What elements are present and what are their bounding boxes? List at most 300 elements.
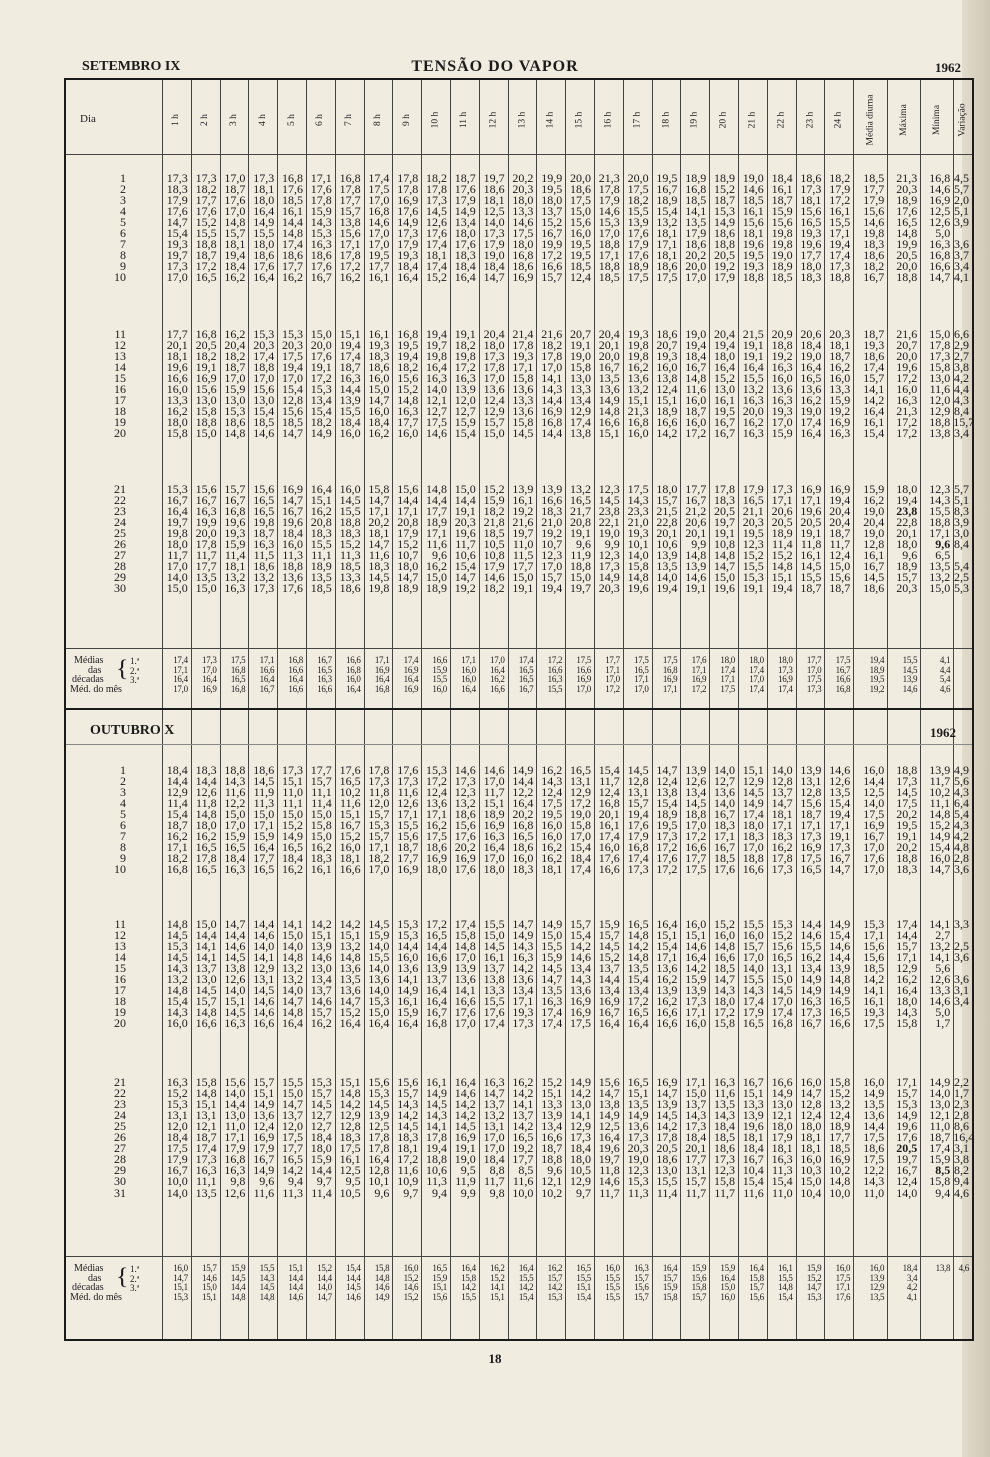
table-cell: 19,6	[800, 504, 822, 519]
table-cell: 17,1	[166, 840, 188, 855]
table-cell: 19,9	[896, 237, 918, 252]
table-cell: 13,8	[656, 371, 678, 386]
table-cell: 14,9	[425, 1086, 447, 1101]
table-cell: 14,0	[656, 570, 678, 585]
table-cell: 17,2	[310, 371, 332, 386]
table-cell: 17,3	[397, 226, 419, 241]
table-cell: 20,3	[896, 182, 918, 197]
table-cell: 13,6	[454, 972, 476, 987]
table-cell: 18,4	[224, 259, 246, 274]
table-cell: 13,6	[397, 961, 419, 976]
table-cell: 17,2	[896, 371, 918, 386]
table-cell: 17,6	[627, 226, 649, 241]
table-cell: 21,2	[685, 504, 707, 519]
table-cell: 18,0	[896, 537, 918, 552]
table-cell: 5,4	[953, 807, 969, 822]
table-cell: 20,8	[310, 515, 332, 530]
table-cell: 16,2	[541, 851, 563, 866]
table-cell: 11,9	[570, 548, 591, 563]
day-number: 22	[114, 1086, 126, 1101]
table-cell: 17,2	[569, 796, 591, 811]
table-cell: 16,2	[224, 327, 246, 341]
table-cell: 13,5	[627, 1097, 649, 1112]
table-cell: 19,2	[771, 349, 793, 364]
column-header	[162, 94, 191, 146]
table-cell: 15,7	[224, 482, 246, 496]
table-cell: 14,2	[339, 1097, 361, 1112]
decade-mean-cell: 17,7	[806, 655, 822, 665]
table-cell: 15,7	[483, 415, 505, 430]
table-cell: 13,4	[454, 215, 476, 230]
table-cell: 14,3	[166, 961, 188, 976]
table-cell: 17,0	[224, 171, 246, 185]
table-cell: 20,4	[483, 327, 505, 341]
table-cell: 14,3	[224, 774, 246, 789]
table-cell: 16,8	[397, 327, 419, 341]
table-cell: 18,9	[483, 807, 505, 822]
table-cell: 16,9	[829, 1152, 851, 1167]
table-cell: 18,0	[800, 259, 822, 274]
table-cell: 13,1	[569, 774, 591, 789]
table-cell: 13,9	[454, 382, 476, 397]
table-cell: 5,7	[953, 482, 969, 496]
table-cell: 17,1	[929, 526, 951, 541]
table-cell: 11,1	[929, 796, 951, 811]
table-cell: 17,8	[339, 182, 361, 197]
table-cell: 19,1	[569, 338, 591, 353]
table-cell: 5,4	[953, 559, 969, 574]
table-cell: 17,7	[368, 259, 390, 274]
table-cell: 19,4	[281, 360, 303, 375]
table-cell: 9,6	[575, 537, 591, 552]
decade-mean-cell: 16,0	[432, 683, 447, 694]
table-cell: 10,2	[929, 785, 951, 800]
table-cell: 18,7	[224, 182, 246, 197]
table-cell: 16,9	[829, 415, 851, 430]
table-cell: 13,2	[224, 570, 246, 585]
table-cell: 14,3	[863, 1174, 885, 1189]
table-cell: 16,0	[627, 426, 649, 441]
table-cell: 23,8	[896, 504, 918, 519]
table-cell: 18,6	[863, 248, 885, 263]
day-number: 9	[120, 851, 126, 866]
table-cell: 4,3	[953, 785, 969, 800]
table-cell: 19,8	[454, 349, 476, 364]
table-cell: 20,8	[569, 515, 591, 530]
table-cell: 17,3	[512, 1016, 534, 1031]
decade-mean-cell: 15,4	[576, 1291, 591, 1302]
table-cell: 13,5	[598, 371, 620, 386]
table-cell: 19,6	[627, 581, 649, 596]
table-cell: 14,1	[569, 1108, 591, 1123]
table-cell: 17,9	[627, 829, 649, 844]
table-cell: 18,9	[627, 259, 649, 274]
table-cell: 20,8	[397, 515, 419, 530]
table-cell: 19,8	[627, 338, 649, 353]
table-cell: 17,6	[627, 248, 649, 263]
table-cell: 13,6	[863, 1108, 885, 1123]
table-cell: 18,1	[771, 807, 793, 822]
decade-mean-cell: 16,6	[547, 664, 563, 675]
column-header-label: 20 h	[718, 111, 729, 129]
table-cell: 16,8	[281, 171, 303, 185]
table-cell: 9,9	[604, 537, 620, 552]
table-cell: 14,6	[310, 950, 332, 965]
table-cell: 11,9	[253, 785, 275, 800]
table-cell: 13,2	[166, 972, 188, 987]
day-number: 16	[114, 382, 126, 397]
table-cell: 18,6	[713, 226, 735, 241]
decade-mean-cell: 16,2	[547, 1263, 563, 1273]
decade-mean-cell: 17,4	[749, 683, 764, 694]
decade-mean-cell: 16,5	[317, 664, 332, 675]
table-cell: 17,0	[454, 950, 476, 965]
day-number: 13	[114, 349, 126, 364]
table-cell: 16,9	[541, 404, 563, 419]
table-cell: 11,4	[772, 537, 793, 552]
table-cell: 15,0	[368, 382, 390, 397]
table-cell: 17,1	[512, 994, 534, 1009]
table-cell: 17,6	[281, 581, 303, 596]
table-cell: 19,5	[742, 248, 764, 263]
column-header-label: Mínima	[931, 104, 942, 136]
decade-mean-cell: 17,1	[461, 655, 476, 665]
day-number: 20	[114, 1016, 126, 1031]
table-cell: 18,3	[368, 559, 390, 574]
table-cell: 19,7	[598, 1152, 620, 1167]
table-cell: 14,0	[713, 796, 735, 811]
table-cell: 16,2	[627, 360, 649, 375]
table-cell: 18,7	[339, 360, 361, 375]
table-cell: 17,9	[397, 526, 419, 541]
table-cell: 15,2	[397, 382, 419, 397]
table-cell: 13,7	[685, 1097, 707, 1112]
table-cell: 10,1	[368, 1174, 390, 1189]
table-cell: 14,2	[656, 1119, 678, 1134]
day-number: 30	[114, 581, 126, 596]
decade-mean-cell: 16,5	[518, 664, 534, 675]
table-cell: 14,8	[339, 1086, 361, 1101]
decade-mean-cell: 14,5	[902, 664, 918, 675]
table-cell: 16,7	[166, 1163, 188, 1178]
table-cell: 19,9	[195, 515, 217, 530]
table-cell: 15,4	[656, 939, 678, 954]
table-cell: 19,0	[800, 349, 822, 364]
table-cell: 17,3	[685, 1119, 707, 1134]
table-cell: 11,7	[196, 548, 217, 563]
table-cell: 16,4	[598, 1016, 620, 1031]
table-cell: 13,5	[656, 559, 678, 574]
decade-mean-cell: 17,0	[202, 664, 217, 675]
table-cell: 18,3	[713, 493, 735, 508]
table-cell: 12,4	[800, 1108, 822, 1123]
decade-mean-cell: 18,0	[749, 655, 764, 665]
table-cell: 16,0	[598, 840, 620, 855]
table-cell: 16,2	[656, 972, 678, 987]
table-cell: 17,5	[425, 415, 447, 430]
table-cell: 11,1	[311, 548, 332, 563]
table-cell: 20,2	[368, 515, 390, 530]
table-cell: 17,5	[541, 796, 563, 811]
table-cell: 14,4	[863, 1119, 885, 1134]
table-cell: 17,4	[929, 1141, 951, 1156]
table-cell: 14,0	[368, 983, 390, 998]
brace-symbol: {	[116, 655, 129, 682]
table-cell: 15,4	[253, 404, 275, 419]
decade-mean-cell: 12,9	[869, 1282, 885, 1292]
table-cell: 16,7	[742, 1152, 764, 1167]
table-cell: 18,5	[281, 193, 303, 208]
table-cell: 15,2	[339, 537, 361, 552]
table-cell: 18,5	[713, 961, 735, 976]
table-cell: 17,0	[771, 994, 793, 1009]
table-cell: 14,1	[863, 983, 885, 998]
table-cell: 18,4	[281, 851, 303, 866]
table-cell: 18,6	[512, 259, 534, 274]
decade-mean-cell: 16,4	[461, 1263, 476, 1273]
table-cell: 18,9	[896, 559, 918, 574]
table-cell: 11,6	[512, 1174, 534, 1189]
means-label: Méd. do mês	[70, 1291, 122, 1303]
decade-mean-cell: 17,5	[720, 683, 735, 694]
table-cell: 17,4	[742, 807, 764, 822]
table-cell: 16,4	[598, 1130, 620, 1145]
table-cell: 2,3	[953, 1097, 969, 1112]
table-cell: 11,3	[282, 1185, 303, 1200]
decade-mark: 3.ª	[130, 675, 140, 685]
table-cell: 17,4	[598, 829, 620, 844]
table-cell: 14,7	[166, 215, 188, 230]
table-cell: 15,1	[627, 1086, 649, 1101]
table-cell: 19,2	[454, 581, 476, 596]
table-cell: 16,9	[397, 193, 419, 208]
table-cell: 17,1	[397, 504, 419, 519]
decade-mean-cell: 16,4	[374, 674, 390, 684]
table-cell: 14,0	[368, 961, 390, 976]
table-cell: 11,3	[426, 1174, 447, 1189]
column-header	[887, 94, 920, 146]
table-cell: 14,8	[281, 226, 303, 241]
table-cell: 18,3	[742, 829, 764, 844]
table-cell: 15,1	[310, 928, 332, 943]
table-cell: 18,4	[368, 415, 390, 430]
day-number: 16	[114, 972, 126, 987]
table-cell: 18,4	[483, 259, 505, 274]
table-cell: 14,4	[598, 972, 620, 987]
decade-mean-cell: 5,4	[939, 674, 951, 684]
table-cell: 17,3	[397, 774, 419, 789]
table-cell: 20,4	[224, 338, 246, 353]
decade-mean-cell: 15,2	[403, 1272, 419, 1283]
table-cell: 19,3	[512, 349, 534, 364]
table-cell: 16,2	[166, 404, 188, 419]
decade-mean-cell: 15,4	[346, 1263, 361, 1273]
table-cell: 17,6	[253, 259, 275, 274]
table-cell: 16,6	[195, 1016, 217, 1031]
table-cell: 12,5	[483, 204, 505, 219]
table-cell: 17,4	[863, 360, 885, 375]
table-cell: 14,0	[742, 961, 764, 976]
table-cell: 12,6	[425, 215, 447, 230]
table-cell: 10,0	[166, 1174, 188, 1189]
table-cell: 19,4	[656, 581, 678, 596]
table-cell: 15,1	[656, 928, 678, 943]
table-cell: 18,5	[863, 171, 885, 185]
table-cell: 13,0	[224, 1108, 246, 1123]
table-cell: 2,7	[953, 349, 969, 364]
table-cell: 12,9	[569, 1119, 591, 1134]
table-cell: 14,9	[598, 570, 620, 585]
day-number: 10	[114, 270, 126, 285]
table-cell: 16,8	[224, 1152, 246, 1167]
table-cell: 14,2	[863, 393, 885, 408]
table-cell: 13,1	[771, 961, 793, 976]
table-cell: 11,6	[397, 1163, 419, 1178]
table-cell: 16,9	[454, 1130, 476, 1145]
table-cell: 14,9	[281, 829, 303, 844]
table-cell: 16,4	[656, 917, 678, 931]
table-cell: 16,2	[896, 972, 918, 987]
table-cell: 19,5	[569, 237, 591, 252]
table-cell: 8,5	[935, 1163, 951, 1178]
table-cell: 16,5	[829, 994, 851, 1009]
table-cell: 13,3	[339, 570, 361, 585]
table-cell: 13,3	[742, 1097, 764, 1112]
table-cell: 14,9	[512, 928, 534, 943]
table-cell: 13,4	[685, 785, 707, 800]
table-cell: 19,5	[541, 807, 563, 822]
table-cell: 16,3	[195, 504, 217, 519]
table-cell: 12,7	[310, 1119, 332, 1134]
day-number: 24	[114, 515, 126, 530]
table-cell: 17,5	[339, 1141, 361, 1156]
decade-mean-cell: 15,5	[432, 674, 447, 684]
table-cell: 17,6	[339, 763, 361, 777]
table-cell: 11,7	[599, 774, 620, 789]
table-cell: 15,9	[863, 482, 885, 496]
table-cell: 11,7	[167, 548, 188, 563]
table-cell: 21,5	[742, 327, 764, 341]
table-cell: 14,9	[397, 983, 419, 998]
table-cell: 19,4	[713, 338, 735, 353]
table-cell: 20,0	[627, 171, 649, 185]
table-cell: 16,6	[598, 415, 620, 430]
table-cell: 12,0	[368, 796, 390, 811]
table-cell: 18,7	[166, 818, 188, 833]
table-cell: 18,5	[742, 193, 764, 208]
table-cell: 13,9	[339, 393, 361, 408]
table-cell: 18,0	[454, 226, 476, 241]
table-cell: 16,2	[541, 840, 563, 855]
table-cell: 18,2	[224, 349, 246, 364]
table-cell: 14,8	[195, 1005, 217, 1020]
table-cell: 18,3	[310, 526, 332, 541]
table-cell: 16,4	[454, 1075, 476, 1089]
table-cell: 18,3	[339, 1130, 361, 1145]
table-cell: 14,5	[166, 950, 188, 965]
table-cell: 18,2	[454, 338, 476, 353]
table-cell: 13,6	[627, 371, 649, 386]
day-number: 22	[114, 493, 126, 508]
table-cell: 15,1	[483, 796, 505, 811]
table-cell: 14,8	[896, 226, 918, 241]
day-number: 7	[120, 829, 126, 844]
table-cell: 18,5	[569, 259, 591, 274]
table-cell: 14,2	[627, 939, 649, 954]
table-cell: 16,4	[368, 1016, 390, 1031]
table-cell: 17,9	[627, 237, 649, 252]
table-cell: 18,1	[166, 349, 188, 364]
table-cell: 13,2	[829, 1097, 851, 1112]
table-cell: 13,1	[483, 1119, 505, 1134]
decade-mean-cell: 16,9	[662, 674, 678, 684]
table-cell: 14,6	[829, 763, 851, 777]
table-cell: 14,2	[512, 1119, 534, 1134]
table-cell: 16,4	[896, 983, 918, 998]
decade-mean-cell: 18,4	[902, 1263, 918, 1273]
table-cell: 16,4	[713, 360, 735, 375]
table-cell: 15,0	[685, 1086, 707, 1101]
table-cell: 12,6	[195, 785, 217, 800]
table-cell: 20,6	[800, 327, 822, 341]
table-cell: 18,3	[713, 818, 735, 833]
decade-mean-cell: 15,9	[662, 1282, 678, 1292]
table-cell: 18,4	[454, 259, 476, 274]
table-cell: 19,1	[454, 1141, 476, 1156]
table-cell: 12,5	[929, 204, 951, 219]
table-cell: 14,7	[598, 1086, 620, 1101]
table-cell: 17,0	[166, 270, 188, 285]
table-cell: 15,1	[685, 928, 707, 943]
table-cell: 9,6	[374, 1185, 390, 1200]
decade-mean-cell: 16,8	[288, 655, 303, 665]
table-cell: 17,7	[685, 482, 707, 496]
table-cell: 16,3	[224, 1016, 246, 1031]
table-cell: 17,3	[195, 171, 217, 185]
table-cell: 16,7	[713, 840, 735, 855]
decade-mean-cell: 17,5	[835, 655, 851, 665]
table-cell: 19,4	[425, 327, 447, 341]
table-cell: 19,8	[771, 237, 793, 252]
table-cell: 17,8	[541, 349, 563, 364]
table-cell: 16,6	[166, 371, 188, 386]
table-cell: 19,3	[800, 226, 822, 241]
table-cell: 18,9	[397, 581, 419, 596]
table-cell: 17,5	[425, 829, 447, 844]
table-cell: 13,3	[512, 393, 534, 408]
table-cell: 14,2	[512, 1086, 534, 1101]
table-cell: 19,2	[512, 1141, 534, 1156]
table-cell: 19,4	[829, 807, 851, 822]
table-cell: 19,7	[713, 515, 735, 530]
table-cell: 16,2	[368, 426, 390, 441]
table-cell: 20,6	[685, 515, 707, 530]
table-cell: 21,6	[896, 327, 918, 341]
table-cell: 17,0	[224, 818, 246, 833]
decade-mean-cell: 16,6	[576, 664, 591, 675]
decade-mean-cell: 14,6	[902, 683, 918, 694]
table-cell: 13,2	[627, 382, 649, 397]
table-cell: 16,9	[397, 862, 419, 877]
decade-mean-cell: 16,7	[259, 683, 275, 694]
table-cell: 16,2	[800, 393, 822, 408]
table-cell: 17,6	[166, 204, 188, 219]
table-cell: 17,1	[896, 950, 918, 965]
table-cell: 17,9	[742, 482, 764, 496]
table-cell: 16,4	[425, 994, 447, 1009]
table-cell: 14,4	[339, 382, 361, 397]
table-cell: 16,4	[800, 426, 822, 441]
